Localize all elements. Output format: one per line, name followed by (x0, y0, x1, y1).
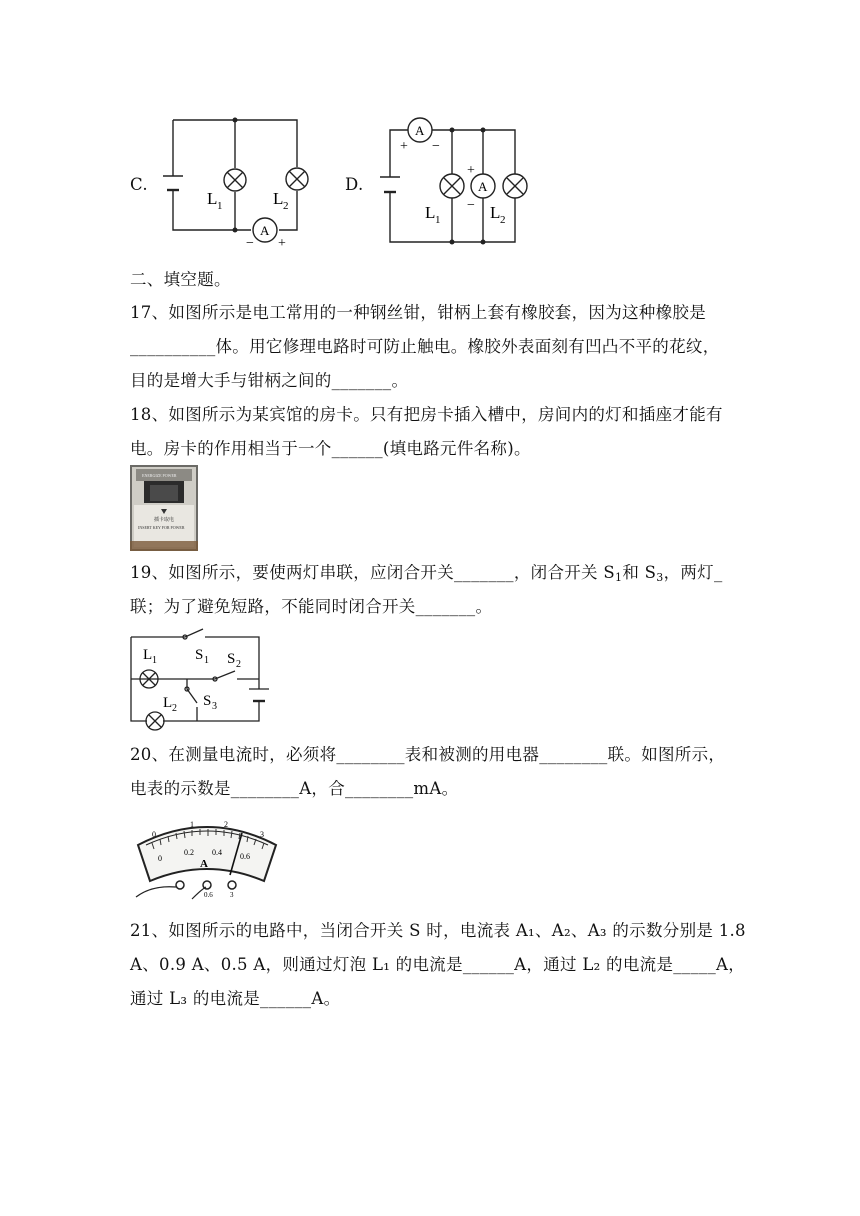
q18-line2: 电。房卡的作用相当于一个______(填电路元件名称)。 (130, 439, 531, 458)
svg-text:3: 3 (212, 701, 217, 712)
svg-text:0: 0 (158, 854, 162, 863)
q19-circuit (125, 625, 275, 735)
section-title: 二、填空题。 (130, 270, 231, 289)
lamp-c-l2-label: L (273, 189, 284, 208)
option-d-circuit (370, 110, 530, 250)
circuit-d-diagram (370, 110, 530, 250)
minus-sign: − (246, 236, 254, 251)
svg-text:插卡取电: 插卡取电 (154, 518, 175, 523)
svg-text:0: 0 (152, 830, 156, 839)
lamp-d-l2-label: L (490, 203, 501, 222)
svg-text:2: 2 (172, 703, 177, 714)
q19-S1: S (195, 647, 204, 663)
svg-text:2: 2 (224, 820, 228, 829)
svg-text:1: 1 (435, 214, 441, 226)
lamp-c-l1-label: L (207, 189, 218, 208)
svg-text:−: − (467, 198, 475, 213)
q21-line3: 通过 L₃ 的电流是______A。 (130, 989, 341, 1008)
svg-text:1: 1 (217, 200, 223, 212)
svg-text:2: 2 (236, 659, 241, 670)
svg-text:2: 2 (283, 200, 289, 212)
svg-text:1: 1 (190, 820, 194, 829)
q17-line2: __________体。用它修理电路时可防止触电。橡胶外表面刻有凹凸不平的花纹， (130, 337, 720, 356)
q21-line1: 21、如图所示的电路中，当闭合开关 S 时，电流表 A₁、A₂、A₃ 的示数分别是 1.8 (130, 921, 746, 940)
q19-S2: S (227, 651, 236, 667)
room-card-image (130, 465, 198, 551)
ammeter-d-label: A (415, 123, 425, 138)
plus-sign: + (278, 236, 286, 251)
circuit-c-diagram (125, 110, 335, 255)
q17-line3: 目的是增大手与钳柄之间的_______。 (130, 371, 409, 390)
q19-L2: L (163, 695, 173, 711)
q20-line2: 电表的示数是________A，合________mA。 (130, 779, 459, 798)
svg-text:2: 2 (500, 214, 506, 226)
ammeter-c-label: A (260, 223, 270, 238)
lamp-d-l1-label: L (425, 203, 436, 222)
svg-text:INSERT KEY FOR POWER: INSERT KEY FOR POWER (138, 525, 185, 530)
ammeter-dial (132, 815, 282, 900)
svg-text:+: + (467, 163, 475, 178)
q19-line2: 联；为了避免短路，不能同时闭合开关_______。 (130, 597, 493, 616)
svg-text:3: 3 (260, 830, 264, 839)
q19-circuit-diagram (125, 625, 275, 735)
q19-line1: 19、如图所示，要使两灯串联，应闭合开关_______，闭合开关 $S_1$和 $S_3$，两灯_ (130, 563, 723, 584)
q21-line2: A、0.9 A、0.5 A，则通过灯泡 L₁ 的电流是______A，通过 L₂ 的电流是_____A， (130, 955, 746, 974)
svg-text:−: − (432, 139, 440, 154)
svg-text:1: 1 (152, 655, 157, 666)
option-d-label: D. (345, 175, 364, 194)
svg-text:ENERGIZE POWER: ENERGIZE POWER (142, 473, 177, 478)
ammeter-d2-label: A (478, 179, 488, 194)
option-c-circuit (125, 110, 335, 255)
svg-text:0.4: 0.4 (212, 848, 222, 857)
svg-text:0.6: 0.6 (240, 852, 250, 861)
q20-line1: 20、在测量电流时，必须将________表和被测的用电器________联。如图所示， (130, 745, 726, 764)
q19-L1: L (143, 647, 153, 663)
room-card-photo (130, 465, 198, 551)
ammeter-dial-image (132, 815, 282, 900)
svg-text:+: + (400, 139, 408, 154)
q19-S3: S (203, 693, 212, 709)
option-c-label: C. (130, 175, 148, 194)
dial-unit: A (200, 858, 208, 870)
svg-text:0.6: 0.6 (204, 891, 213, 899)
svg-text:1: 1 (204, 655, 209, 666)
svg-text:3: 3 (230, 891, 234, 899)
q18-line1: 18、如图所示为某宾馆的房卡。只有把房卡插入槽中，房间内的灯和插座才能有 (130, 405, 723, 424)
q17-line1: 17、如图所示是电工常用的一种钢丝钳，钳柄上套有橡胶套，因为这种橡胶是 (130, 303, 706, 322)
svg-text:0.2: 0.2 (184, 848, 194, 857)
